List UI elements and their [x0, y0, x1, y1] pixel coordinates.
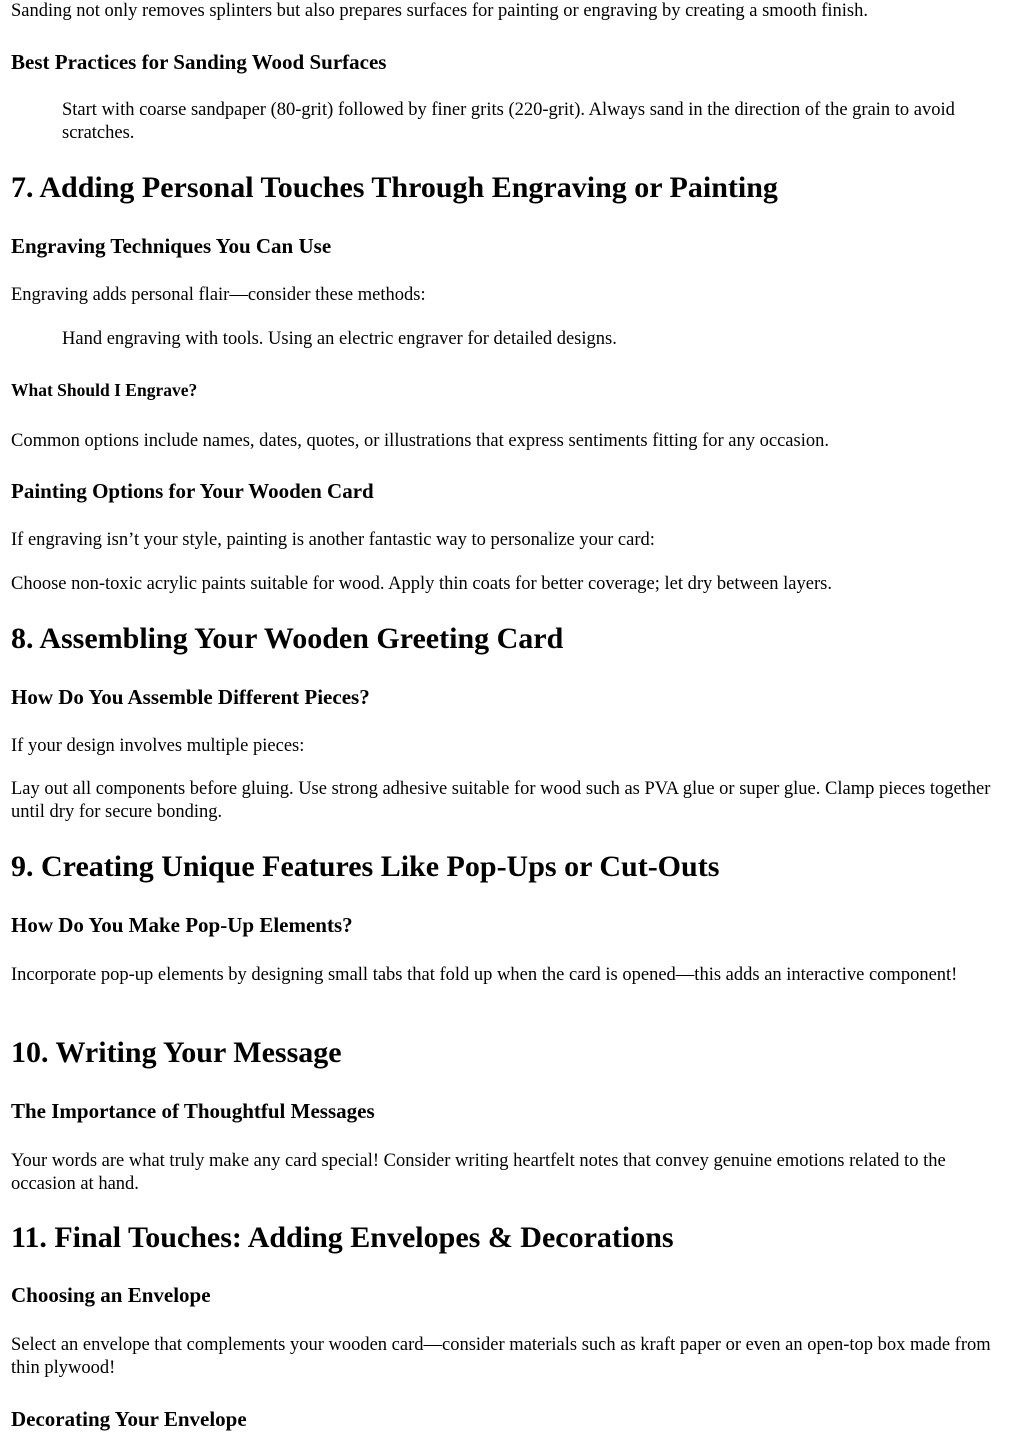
blockquote: Start with coarse sandpaper (80-grit) followed by finer grits (220-grit). Always sand in the direction of the grain to avoid scratches.: [62, 100, 955, 143]
paragraph: Incorporate pop-up elements by designing small tabs that fold up when the card is opened—this adds an interactive component!: [11, 965, 958, 985]
section-heading: 11. Final Touches: Adding Envelopes & Decorations: [11, 1221, 674, 1254]
subheading: Painting Options for Your Wooden Card: [11, 479, 374, 503]
paragraph: Sanding not only removes splinters but also prepares surfaces for painting or engraving by creating a smooth finish.: [11, 1, 868, 21]
section-heading: 8. Assembling Your Wooden Greeting Card: [11, 622, 564, 655]
section-heading: 10. Writing Your Message: [11, 1036, 342, 1069]
section-heading: 7. Adding Personal Touches Through Engraving or Painting: [11, 171, 778, 204]
paragraph: Select an envelope that complements your wooden card—consider materials such as kraft paper or even an open-top box made from thin plywood!: [11, 1335, 991, 1378]
paragraph: If your design involves multiple pieces:: [11, 736, 305, 756]
blockquote: Hand engraving with tools. Using an electric engraver for detailed designs.: [62, 329, 617, 349]
paragraph: Lay out all components before gluing. Use strong adhesive suitable for wood such as PVA glue or super glue. Clamp pieces together until dry for secure bonding.: [11, 779, 991, 822]
subheading: Best Practices for Sanding Wood Surfaces: [11, 50, 387, 74]
paragraph: Choose non-toxic acrylic paints suitable for wood. Apply thin coats for better coverage; let dry between layers.: [11, 574, 832, 594]
paragraph: Common options include names, dates, quotes, or illustrations that express sentiments fitting for any occasion.: [11, 431, 829, 451]
minor-heading: What Should I Engrave?: [11, 380, 198, 400]
subheading: How Do You Assemble Different Pieces?: [11, 685, 370, 709]
paragraph: If engraving isn’t your style, painting is another fantastic way to personalize your card:: [11, 530, 655, 550]
subheading: Engraving Techniques You Can Use: [11, 234, 332, 258]
subheading: Decorating Your Envelope: [11, 1407, 247, 1431]
section-heading: 9. Creating Unique Features Like Pop-Ups or Cut-Outs: [11, 850, 720, 883]
subheading: How Do You Make Pop-Up Elements?: [11, 913, 353, 937]
paragraph: Engraving adds personal flair—consider these methods:: [11, 285, 426, 305]
paragraph: Your words are what truly make any card special! Consider writing heartfelt notes that convey genuine emotions related to the occasion at hand.: [11, 1151, 946, 1194]
subheading: Choosing an Envelope: [11, 1283, 211, 1307]
subheading: The Importance of Thoughtful Messages: [11, 1099, 375, 1123]
